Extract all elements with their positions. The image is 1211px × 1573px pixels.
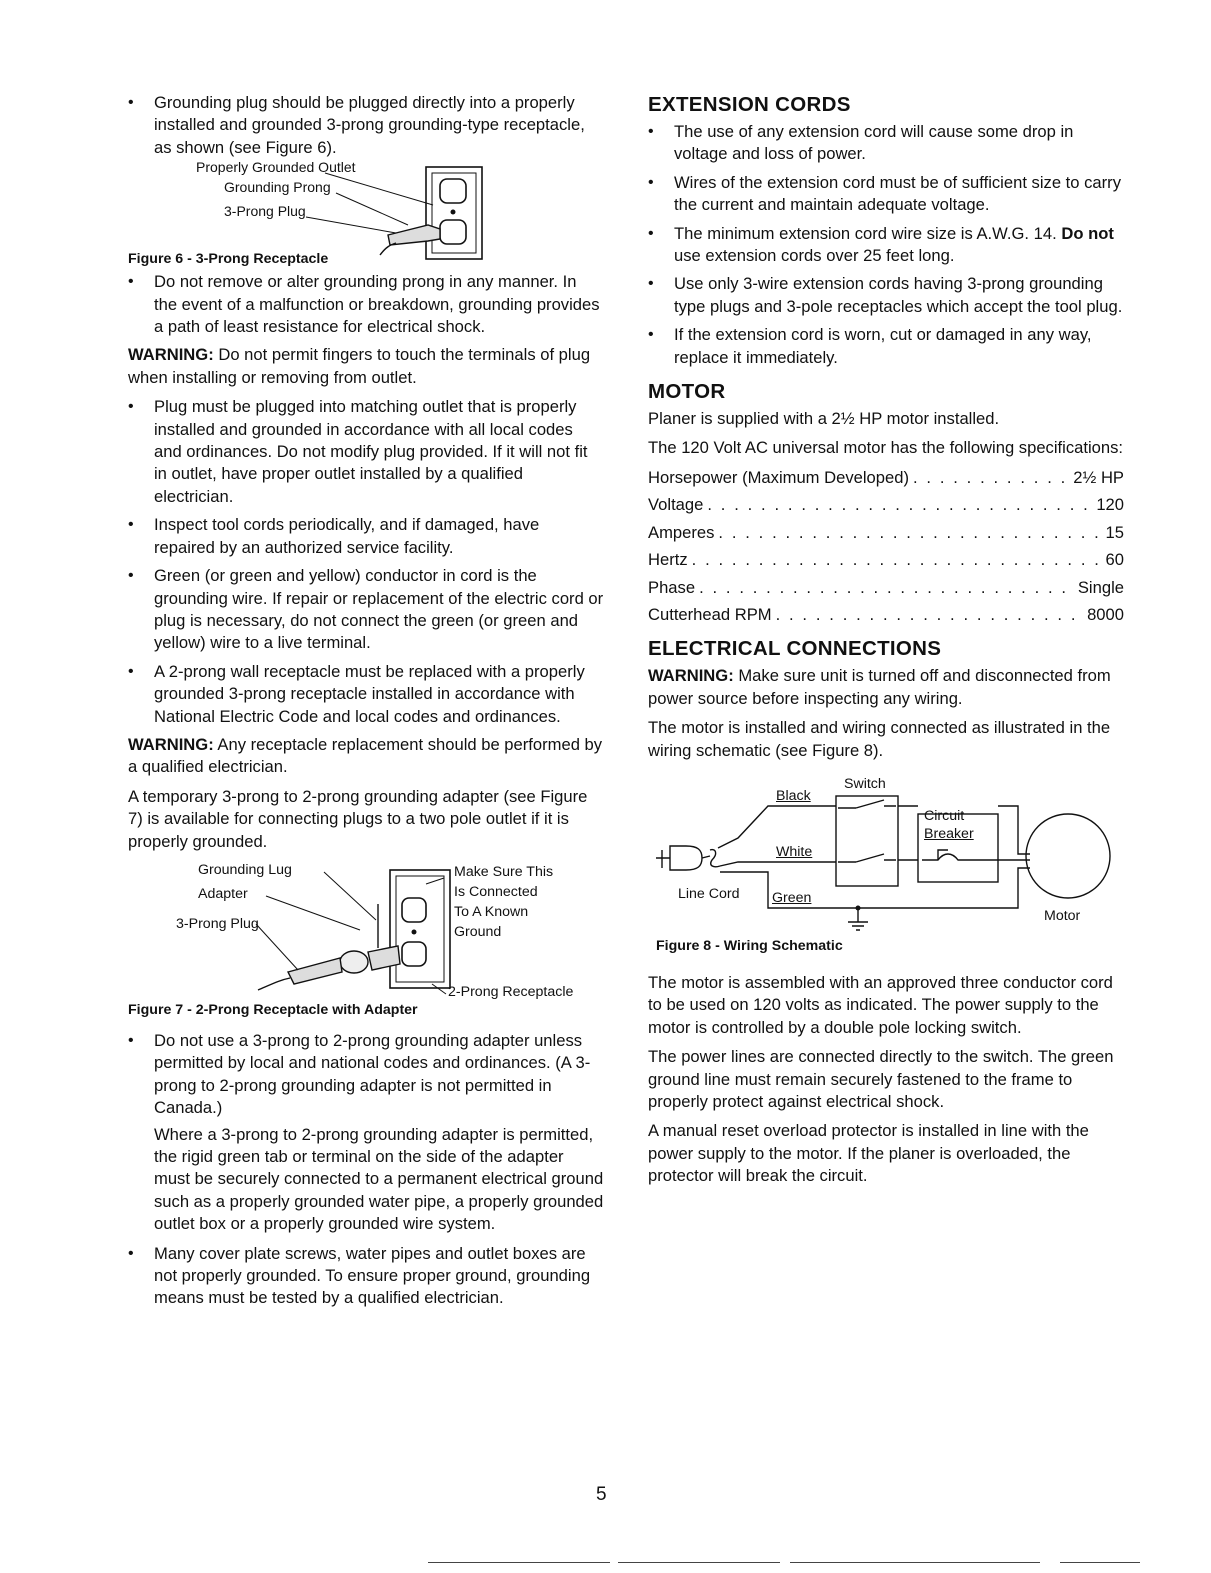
inspect-cords-bullet: • Inspect tool cords periodically, and if damaged, have repaired by an authorized service facility. (128, 514, 604, 559)
spec-row (648, 577, 1124, 599)
page-number: 5 (596, 1484, 607, 1505)
fig7-label-make-3: To A Known (454, 903, 529, 920)
fig8-label-white: White (776, 843, 813, 860)
warning-label: WARNING: (128, 345, 214, 365)
overload-protector-paragraph: A manual reset overload protector is installed in line with the power supply to the motor. If the planer is overloaded, the protector will break the circuit. (648, 1121, 1089, 1186)
warning-label: WARNING: (128, 734, 214, 754)
warning-fingers (128, 344, 604, 389)
fig8-label-black: Black (776, 787, 811, 804)
motor-spec-list (648, 467, 1124, 626)
fig6-label-plug: 3-Prong Plug (224, 203, 306, 220)
figure-7 (128, 860, 604, 1020)
spec-label: Voltage (648, 495, 704, 515)
spec-row (648, 604, 1124, 626)
fig8-label-green: Green (772, 889, 812, 906)
adapter-canada-bullet: • Do not use a 3-prong to 2-prong grounding adapter unless permitted by local and national codes and ordinances. (A 3-prong to 2-prong grounding adapter is not permitted in Canada.) (128, 1030, 604, 1120)
figure-6 (128, 159, 604, 268)
spec-label: Cutterhead RPM (648, 604, 772, 624)
warning-text: Any receptacle replacement should be performed by a qualified electrician. (128, 734, 603, 777)
figure-8-caption: Figure 8 - Wiring Schematic (656, 937, 843, 954)
fig7-label-lug: Grounding Lug (198, 861, 292, 878)
spec-value: 120 (1096, 495, 1124, 515)
warning-text: Do not permit fingers to touch the terminals of plug when installing or removing from outlet. (128, 345, 591, 387)
adapter-paragraph: A temporary 3-prong to 2-prong grounding adapter (see Figure 7) is available for connecting plugs to a two pole outlet if it is properly grounded. (128, 786, 588, 851)
fig8-label-circuit: Circuit (924, 807, 965, 824)
ext-min-size-text: The minimum extension cord wire size is A.W.G. 14. (674, 223, 1057, 243)
spec-row (648, 494, 1124, 516)
fig8-label-breaker: Breaker (924, 825, 974, 842)
green-conductor-bullet: • Green (or green and yellow) conductor in cord is the grounding wire. If repair or replacement of the electric cord or plug is necessary, do not connect the green (or green and yellow) wire to a live terminal. (128, 565, 604, 655)
footer-rule (790, 1562, 1040, 1563)
power-lines-paragraph: The power lines are connected directly to the switch. The green ground line must remain securely fastened to the frame to properly protect against electrical shock. (648, 1047, 1114, 1111)
cover-plate-bullet: • Many cover plate screws, water pipes and outlet boxes are not properly grounded. To ensure proper ground, grounding means must be tested by a qualified electrician. (128, 1243, 604, 1310)
matching-outlet-bullet: • Plug must be plugged into matching outlet that is properly installed and grounded in accordance with all local codes and ordinances. Do not modify plug provided. If it will not fit in outlet, have proper outlet installed by a qualified electrician. (128, 396, 604, 508)
right-column (648, 92, 1124, 1195)
two-prong-receptacle-bullet: • A 2-prong wall receptacle must be replaced with a properly grounded 3-prong receptacle installed in accordance with National Electric Code and local codes and ordinances. (128, 661, 604, 728)
ext-min-size-bullet (648, 223, 1124, 268)
fig8-label-switch: Switch (844, 775, 886, 792)
extension-cords-heading: EXTENSION CORDS (648, 93, 851, 116)
motor-heading: MOTOR (648, 380, 726, 404)
adapter-green-tab-paragraph: Where a 3-prong to 2-prong grounding adapter is permitted, the rigid green tab or terminal on the side of the adapter must be securely connected to a permanent electrical ground such as a properly grounded water pipe, a properly grounded outlet box or a properly grounded wire system. (154, 1124, 604, 1234)
footer-rule (428, 1562, 610, 1563)
do-not-label: Do not (1061, 223, 1114, 243)
fig7-label-make-4: Ground (454, 923, 502, 940)
spec-value: Single (1077, 577, 1124, 597)
figure-6-caption: Figure 6 - 3-Prong Receptacle (128, 251, 329, 268)
fig7-label-adapter: Adapter (198, 885, 248, 902)
warning-disconnect (648, 665, 1124, 710)
fig7-label-make-2: Is Connected (454, 883, 538, 900)
spec-value: 2½ HP (1073, 467, 1124, 487)
motor-cord-paragraph: The motor is assembled with an approved three conductor cord to be used on 120 volts as indicated. The power supply to the motor is controlled by a double pole locking switch. (648, 972, 1113, 1037)
footer-rule (618, 1562, 780, 1563)
ext-length-text: use extension cords over 25 feet long. (674, 246, 955, 266)
spec-label: Hertz (648, 550, 688, 570)
grounding-plug-bullet: • Grounding plug should be plugged directly into a properly installed and grounded 3-prong grounding-type receptacle, as shown (see Figure 6). (128, 92, 604, 159)
spec-row (648, 522, 1124, 544)
fig7-label-plug: 3-Prong Plug (176, 915, 259, 932)
ext-drop-bullet: • The use of any extension cord will cause some drop in voltage and loss of power. (648, 121, 1124, 166)
figure-8 (648, 776, 1124, 972)
motor-specs-intro: The 120 Volt AC universal motor has the following specifications: (648, 438, 1124, 458)
motor-supplied: Planer is supplied with a 2½ HP motor installed. (648, 409, 1000, 429)
spec-label: Amperes (648, 522, 715, 542)
warning-label: WARNING: (648, 666, 734, 686)
spec-value: 60 (1105, 550, 1124, 570)
left-column (128, 92, 604, 1316)
ext-damaged-bullet: • If the extension cord is worn, cut or damaged in any way, replace it immediately. (648, 324, 1124, 369)
spec-label: Horsepower (Maximum Developed) (648, 467, 909, 487)
spec-value: 8000 (1087, 604, 1124, 624)
fig7-label-make-1: Make Sure This (454, 863, 554, 880)
fig6-label-prong: Grounding Prong (224, 179, 331, 196)
warning-text: Make sure unit is turned off and disconnected from power source before inspecting any wiring. (648, 666, 1111, 708)
fig8-label-motor: Motor (1044, 907, 1081, 924)
ext-three-wire-bullet: • Use only 3-wire extension cords having 3-prong grounding type plugs and 3-pole receptacles which accept the tool plug. (648, 273, 1124, 318)
figure-7-caption: Figure 7 - 2-Prong Receptacle with Adapter (128, 1001, 418, 1018)
do-not-remove-bullet: • Do not remove or alter grounding prong in any manner. In the event of a malfunction or breakdown, grounding provides a path of least resistance for electrical shock. (128, 271, 604, 338)
wiring-intro: The motor is installed and wiring connected as illustrated in the wiring schematic (see Figure 8). (648, 718, 1111, 760)
footer-rule (1060, 1562, 1140, 1563)
ext-wire-size-bullet: • Wires of the extension cord must be of sufficient size to carry the current and maintain adequate voltage. (648, 172, 1124, 217)
fig6-label-outlet: Properly Grounded Outlet (196, 159, 356, 176)
warning-replacement (128, 734, 604, 779)
spec-row (648, 467, 1124, 489)
electrical-connections-heading: ELECTRICAL CONNECTIONS (648, 637, 942, 661)
spec-label: Phase (648, 577, 696, 597)
spec-value: 15 (1105, 522, 1124, 542)
spec-row (648, 549, 1124, 571)
fig7-label-receptacle: 2-Prong Receptacle (448, 983, 574, 1000)
fig8-label-line-cord: Line Cord (678, 885, 740, 902)
